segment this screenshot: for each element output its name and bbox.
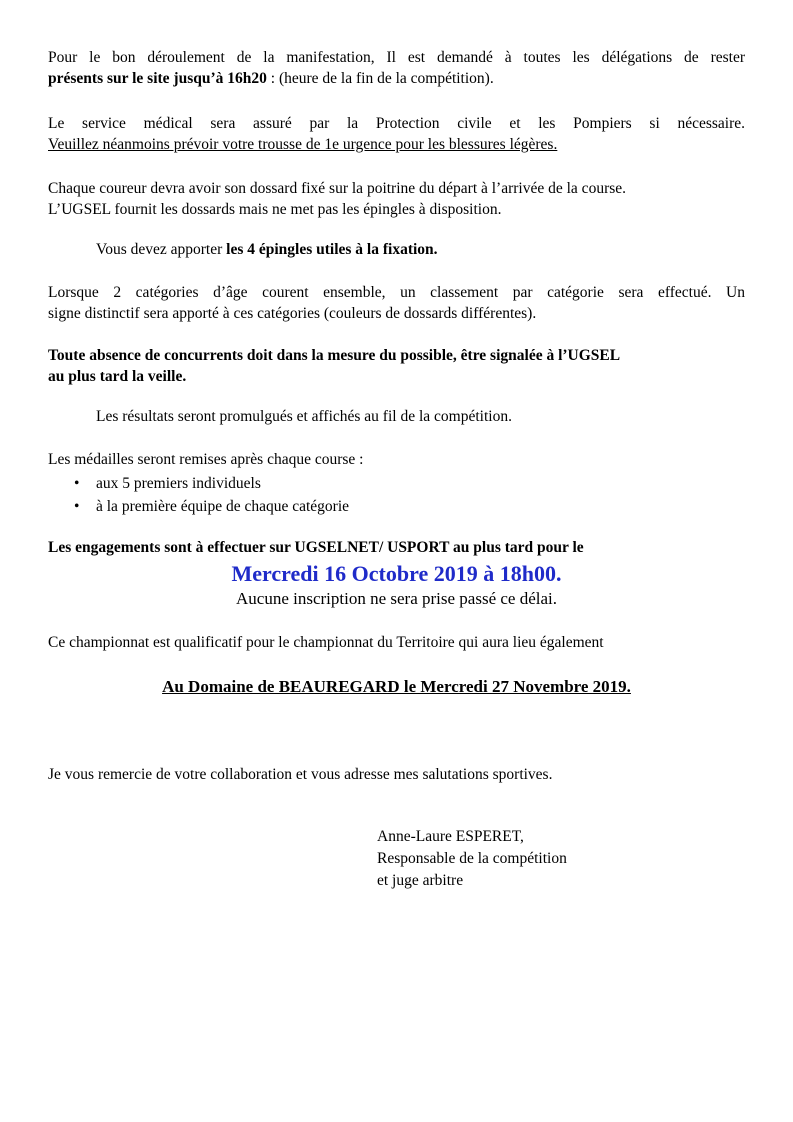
deadline-date: Mercredi 16 Octobre 2019 à 18h00. (231, 561, 562, 586)
medals-list (48, 472, 349, 518)
signature-block (377, 826, 567, 892)
medical-line-1: Le service médical sera assuré par la Protection civile et les Pompiers si nécessaire. (48, 115, 745, 132)
bullet-icon: • (74, 498, 80, 515)
paragraph-closing (48, 764, 745, 785)
list-item: • aux 5 premiers individuels (48, 472, 349, 495)
pins-normal: Vous devez apporter (96, 241, 227, 258)
presence-line-1: Pour le bon déroulement de la manifestation, Il est demandé à toutes les délégations de rester (48, 49, 745, 66)
categories-line-2: signe distinctif sera apporté à ces catégories (couleurs de dossards différentes). (48, 305, 537, 322)
qualifier-text: Ce championnat est qualificatif pour le championnat du Territoire qui aura lieu également (48, 634, 604, 651)
pins-bold: les 4 épingles utiles à la fixation. (226, 241, 438, 258)
paragraph-categories (48, 282, 745, 324)
presence-deadline-bold: présents sur le site jusqu’à 16h20 (48, 70, 267, 87)
signature-role-2: et juge arbitre (377, 872, 464, 889)
absence-line-1: Toute absence de concurrents doit dans la mesure du possible, être signalée à l’UGSEL (48, 347, 621, 364)
paragraph-registration (48, 537, 745, 558)
paragraph-medical (48, 113, 745, 155)
medical-kit-underlined: Veuillez néanmoins prévoir votre trousse de 1e urgence pour les blessures légères. (48, 136, 558, 153)
presence-deadline-rest: : (heure de la fin de la compétition). (266, 70, 494, 87)
venue-announcement: Au Domaine de BEAUREGARD le Mercredi 27 Novembre 2019. (162, 677, 631, 696)
paragraph-bib (48, 178, 745, 220)
paragraph-pins (48, 239, 745, 260)
medals-intro: Les médailles seront remises après chaque course : (48, 451, 364, 468)
paragraph-absence (48, 345, 745, 387)
list-item: • à la première équipe de chaque catégorie (48, 495, 349, 518)
results-text: Les résultats seront promulgués et affichés au fil de la compétition. (96, 408, 512, 425)
paragraph-results (48, 406, 745, 427)
bib-line-1: Chaque coureur devra avoir son dossard fixé sur la poitrine du départ à l’arrivée de la course. (48, 180, 627, 197)
bullet-icon: • (74, 475, 80, 492)
bib-line-2: L’UGSEL fournit les dossards mais ne met pas les épingles à disposition. (48, 201, 502, 218)
paragraph-medals (48, 449, 745, 470)
closing-text: Je vous remercie de votre collaboration et vous adresse mes salutations sportives. (48, 766, 553, 783)
absence-line-2: au plus tard la veille. (48, 368, 187, 385)
paragraph-qualifier (48, 632, 745, 653)
deadline-note: Aucune inscription ne sera prise passé ce délai. (236, 589, 557, 608)
paragraph-presence (48, 47, 745, 89)
registration-text: Les engagements sont à effectuer sur UGSELNET/ USPORT au plus tard pour le (48, 539, 584, 556)
signature-name: Anne-Laure ESPERET, (377, 828, 524, 845)
categories-line-1: Lorsque 2 catégories d’âge courent ensemble, un classement par catégorie sera effectué. Un (48, 284, 745, 301)
signature-role: Responsable de la compétition (377, 850, 567, 867)
